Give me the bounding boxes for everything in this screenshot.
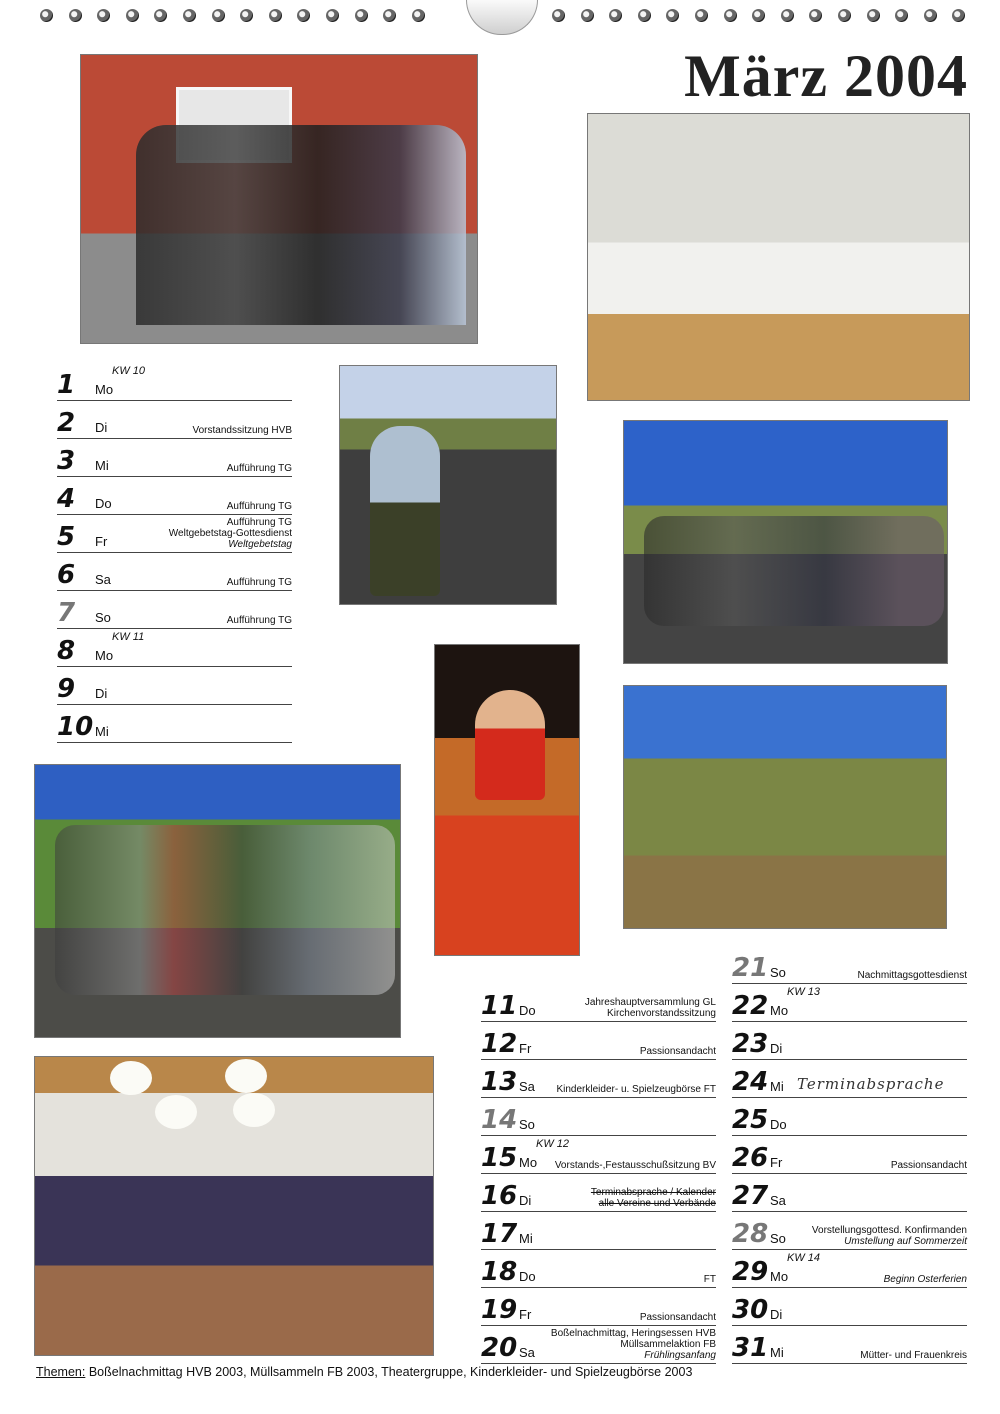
day-number: 17: [481, 1219, 518, 1249]
day-number: 5: [57, 522, 76, 552]
photo-bosseln-road: [339, 365, 557, 605]
day-number: 31: [732, 1333, 769, 1363]
event-line: Kinderkleider- u. Spielzeugbörse FT: [556, 1084, 716, 1095]
day-weekday: Sa: [770, 1193, 786, 1208]
event-line: Kirchenvorstandssitzung: [607, 1008, 716, 1019]
calendar-day-row: [481, 1059, 716, 1098]
calendar-day-row: [732, 945, 967, 984]
photo-child-toys: [434, 644, 580, 956]
day-weekday: Mi: [95, 458, 109, 473]
day-number: 18: [481, 1257, 518, 1287]
calendar-hanger: [466, 0, 538, 35]
calendar-day-row: [57, 666, 292, 705]
calendar-day-row: [57, 590, 292, 629]
binding-ring: [97, 9, 110, 22]
day-weekday: Mo: [95, 648, 114, 663]
day-number: 8: [57, 636, 76, 666]
day-events: [860, 1350, 967, 1361]
event-line: Aufführung TG: [226, 517, 292, 528]
calendar-day-row: [57, 628, 292, 667]
photo-player-shape: [370, 426, 440, 596]
day-weekday: Mo: [770, 1269, 789, 1284]
binding-ring: [126, 9, 139, 22]
day-weekday: Fr: [95, 534, 108, 549]
calendar-day-row: [732, 1173, 967, 1212]
event-line: Umstellung auf Sommerzeit: [844, 1236, 967, 1247]
day-weekday: Mo: [519, 1155, 538, 1170]
binding-ring: [895, 9, 908, 22]
photo-field-crowd: [34, 764, 401, 1038]
photo-lamp-shape: [225, 1059, 267, 1093]
binding-ring: [838, 9, 851, 22]
calendar-day-row: [481, 1287, 716, 1326]
day-weekday: So: [770, 1231, 786, 1246]
day-events: [591, 1187, 716, 1209]
event-line: alle Vereine und Verbände: [598, 1198, 716, 1209]
day-number: 22: [732, 991, 769, 1021]
calendar-day-row: [481, 1021, 716, 1060]
day-number: 28: [732, 1219, 769, 1249]
handwritten-note: Terminabsprache: [797, 1075, 945, 1093]
day-weekday: Fr: [519, 1307, 532, 1322]
binding-ring: [666, 9, 679, 22]
spiral-binding: [0, 0, 1000, 30]
event-line: Aufführung TG: [226, 615, 292, 626]
day-events: [227, 463, 292, 474]
day-number: 26: [732, 1143, 769, 1173]
day-events: [556, 1084, 716, 1095]
calendar-day-row: [57, 438, 292, 477]
binding-ring: [297, 9, 310, 22]
event-line: Mütter- und Frauenkreis: [860, 1350, 967, 1361]
event-line: Vorstellungsgottesd. Konfirmanden: [811, 1225, 967, 1236]
day-events: [704, 1274, 716, 1285]
day-weekday: Do: [770, 1117, 787, 1132]
event-line: Weltgebetstag-Gottesdienst: [168, 528, 292, 539]
day-weekday: Di: [770, 1041, 783, 1056]
day-weekday: Mi: [770, 1345, 784, 1360]
day-number: 12: [481, 1029, 518, 1059]
calendar-day-row: [732, 1249, 967, 1288]
calendar-week-label: KW 13: [787, 986, 821, 998]
day-number: 6: [57, 560, 76, 590]
calendar-week-label: KW 11: [112, 631, 145, 643]
day-number: 11: [481, 991, 518, 1021]
calendar-day-row: [57, 400, 292, 439]
day-number: 1: [57, 370, 76, 400]
themes-footer: [36, 1365, 692, 1379]
binding-ring: [240, 9, 253, 22]
day-events: [640, 1046, 716, 1057]
day-number: 16: [481, 1181, 518, 1211]
day-events: [585, 997, 716, 1019]
calendar-day-row: [732, 1211, 967, 1250]
day-number: 2: [57, 408, 76, 438]
day-weekday: Di: [770, 1307, 783, 1322]
binding-ring: [412, 9, 425, 22]
photo-people-shape: [136, 125, 466, 325]
month-title: März 2004: [684, 43, 968, 109]
event-line: FT: [703, 1274, 716, 1285]
binding-ring: [383, 9, 396, 22]
day-weekday: Mi: [519, 1231, 533, 1246]
calendar-week-label: KW 10: [112, 365, 146, 377]
calendar-day-row: [732, 983, 967, 1022]
day-number: 30: [732, 1295, 769, 1325]
calendar-day-row: [732, 1135, 967, 1174]
day-weekday: Do: [519, 1003, 536, 1018]
day-weekday: Mo: [95, 382, 114, 397]
event-line: Frühlingsanfang: [644, 1350, 716, 1361]
binding-ring: [924, 9, 937, 22]
photo-ditch-cleanup: [623, 685, 947, 929]
day-weekday: Sa: [519, 1345, 535, 1360]
day-weekday: Di: [95, 420, 108, 435]
event-line: Nachmittagsgottesdienst: [857, 970, 967, 981]
day-weekday: Di: [95, 686, 108, 701]
calendar-day-row: [57, 514, 292, 553]
calendar-day-row: [732, 1021, 967, 1060]
binding-ring: [326, 9, 339, 22]
calendar-day-row: [57, 362, 292, 401]
day-number: 3: [57, 446, 76, 476]
photo-group-brick-wall: [80, 54, 478, 344]
day-number: 29: [732, 1257, 769, 1287]
photo-lamp-shape: [155, 1095, 197, 1129]
day-weekday: Do: [519, 1269, 536, 1284]
day-number: 25: [732, 1105, 769, 1135]
day-events: [551, 1328, 716, 1361]
day-number: 27: [732, 1181, 769, 1211]
day-number: 14: [481, 1105, 518, 1135]
day-events: [884, 1274, 967, 1285]
day-number: 21: [732, 953, 769, 983]
binding-ring: [638, 9, 651, 22]
calendar-week-label: KW 12: [536, 1138, 570, 1150]
day-weekday: So: [519, 1117, 535, 1132]
binding-ring: [355, 9, 368, 22]
calendar-day-row: [481, 1135, 716, 1174]
event-line: Beginn Osterferien: [883, 1274, 967, 1285]
binding-ring: [752, 9, 765, 22]
calendar-day-row: [481, 1173, 716, 1212]
binding-ring: [695, 9, 708, 22]
day-number: 13: [481, 1067, 518, 1097]
day-weekday: Mi: [95, 724, 109, 739]
day-weekday: Sa: [519, 1079, 535, 1094]
photo-meeting-room: [587, 113, 970, 401]
photo-crowd-shape: [55, 825, 395, 995]
event-line: Vorstandssitzung HVB: [192, 425, 292, 436]
event-line: Weltgebetstag: [228, 539, 292, 550]
themes-text: Boßelnachmittag HVB 2003, Müllsammeln FB 2003, Theatergruppe, Kinderkleider- und Spielzeugbörse 2003: [85, 1365, 693, 1379]
day-weekday: So: [770, 965, 786, 980]
event-line: Müllsammelaktion FB: [620, 1339, 716, 1350]
photo-lamp-shape: [110, 1061, 152, 1095]
event-line: Aufführung TG: [226, 463, 292, 474]
day-number: 23: [732, 1029, 769, 1059]
binding-ring: [867, 9, 880, 22]
event-line: Jahreshauptversammlung GL: [584, 997, 716, 1008]
day-events: [227, 577, 292, 588]
day-events: [555, 1160, 716, 1171]
photo-group-shape: [644, 516, 944, 626]
calendar-day-row: [481, 1249, 716, 1288]
day-number: 4: [57, 484, 76, 514]
calendar-day-row: [732, 1287, 967, 1326]
day-weekday: Di: [519, 1193, 532, 1208]
day-number: 7: [57, 598, 76, 628]
day-weekday: Fr: [519, 1041, 532, 1056]
calendar-day-row: [732, 1097, 967, 1136]
photo-child-shape: [475, 690, 545, 800]
photo-lamp-shape: [233, 1093, 275, 1127]
day-events: [640, 1312, 716, 1323]
calendar-week-label: KW 14: [787, 1252, 821, 1264]
binding-ring: [40, 9, 53, 22]
event-line: Terminabsprache / Kalender: [590, 1187, 716, 1198]
themes-label: Themen:: [36, 1365, 86, 1379]
event-line: Passionsandacht: [639, 1046, 716, 1057]
binding-ring: [212, 9, 225, 22]
event-line: Aufführung TG: [226, 501, 292, 512]
binding-ring: [724, 9, 737, 22]
binding-ring: [581, 9, 594, 22]
day-events: [857, 970, 967, 981]
day-number: 10: [57, 712, 94, 742]
day-weekday: Mo: [770, 1003, 789, 1018]
day-events: [812, 1225, 967, 1247]
day-events: [891, 1160, 967, 1171]
photo-walking-group: [623, 420, 948, 664]
binding-ring: [781, 9, 794, 22]
calendar-day-row: [481, 983, 716, 1022]
binding-ring: [69, 9, 82, 22]
binding-ring: [154, 9, 167, 22]
day-weekday: Sa: [95, 572, 111, 587]
calendar-day-row: [57, 476, 292, 515]
binding-ring: [809, 9, 822, 22]
binding-ring: [952, 9, 965, 22]
day-events: [227, 501, 292, 512]
day-number: 24: [732, 1067, 769, 1097]
calendar-day-row: [732, 1325, 967, 1364]
day-events: [193, 425, 293, 436]
calendar-day-row: [481, 1325, 716, 1364]
day-weekday: Do: [95, 496, 112, 511]
calendar-day-row: [481, 1097, 716, 1136]
calendar-day-row: [732, 1059, 967, 1098]
calendar-day-row: [57, 552, 292, 591]
day-weekday: Fr: [770, 1155, 783, 1170]
event-line: Boßelnachmittag, Heringsessen HVB: [550, 1328, 716, 1339]
day-number: 9: [57, 674, 76, 704]
event-line: Vorstands-,Festausschußsitzung BV: [554, 1160, 716, 1171]
binding-ring: [269, 9, 282, 22]
day-events: [227, 615, 292, 626]
day-weekday: So: [95, 610, 111, 625]
calendar-day-row: [481, 1211, 716, 1250]
event-line: Aufführung TG: [226, 577, 292, 588]
event-line: Passionsandacht: [639, 1312, 716, 1323]
binding-ring: [183, 9, 196, 22]
day-number: 19: [481, 1295, 518, 1325]
binding-ring: [609, 9, 622, 22]
binding-ring: [552, 9, 565, 22]
event-line: Passionsandacht: [890, 1160, 967, 1171]
photo-clothing-market: [34, 1056, 434, 1356]
day-number: 20: [481, 1333, 518, 1363]
calendar-day-row: [57, 704, 292, 743]
day-number: 15: [481, 1143, 518, 1173]
day-weekday: Mi: [770, 1079, 784, 1094]
day-events: [169, 517, 292, 550]
